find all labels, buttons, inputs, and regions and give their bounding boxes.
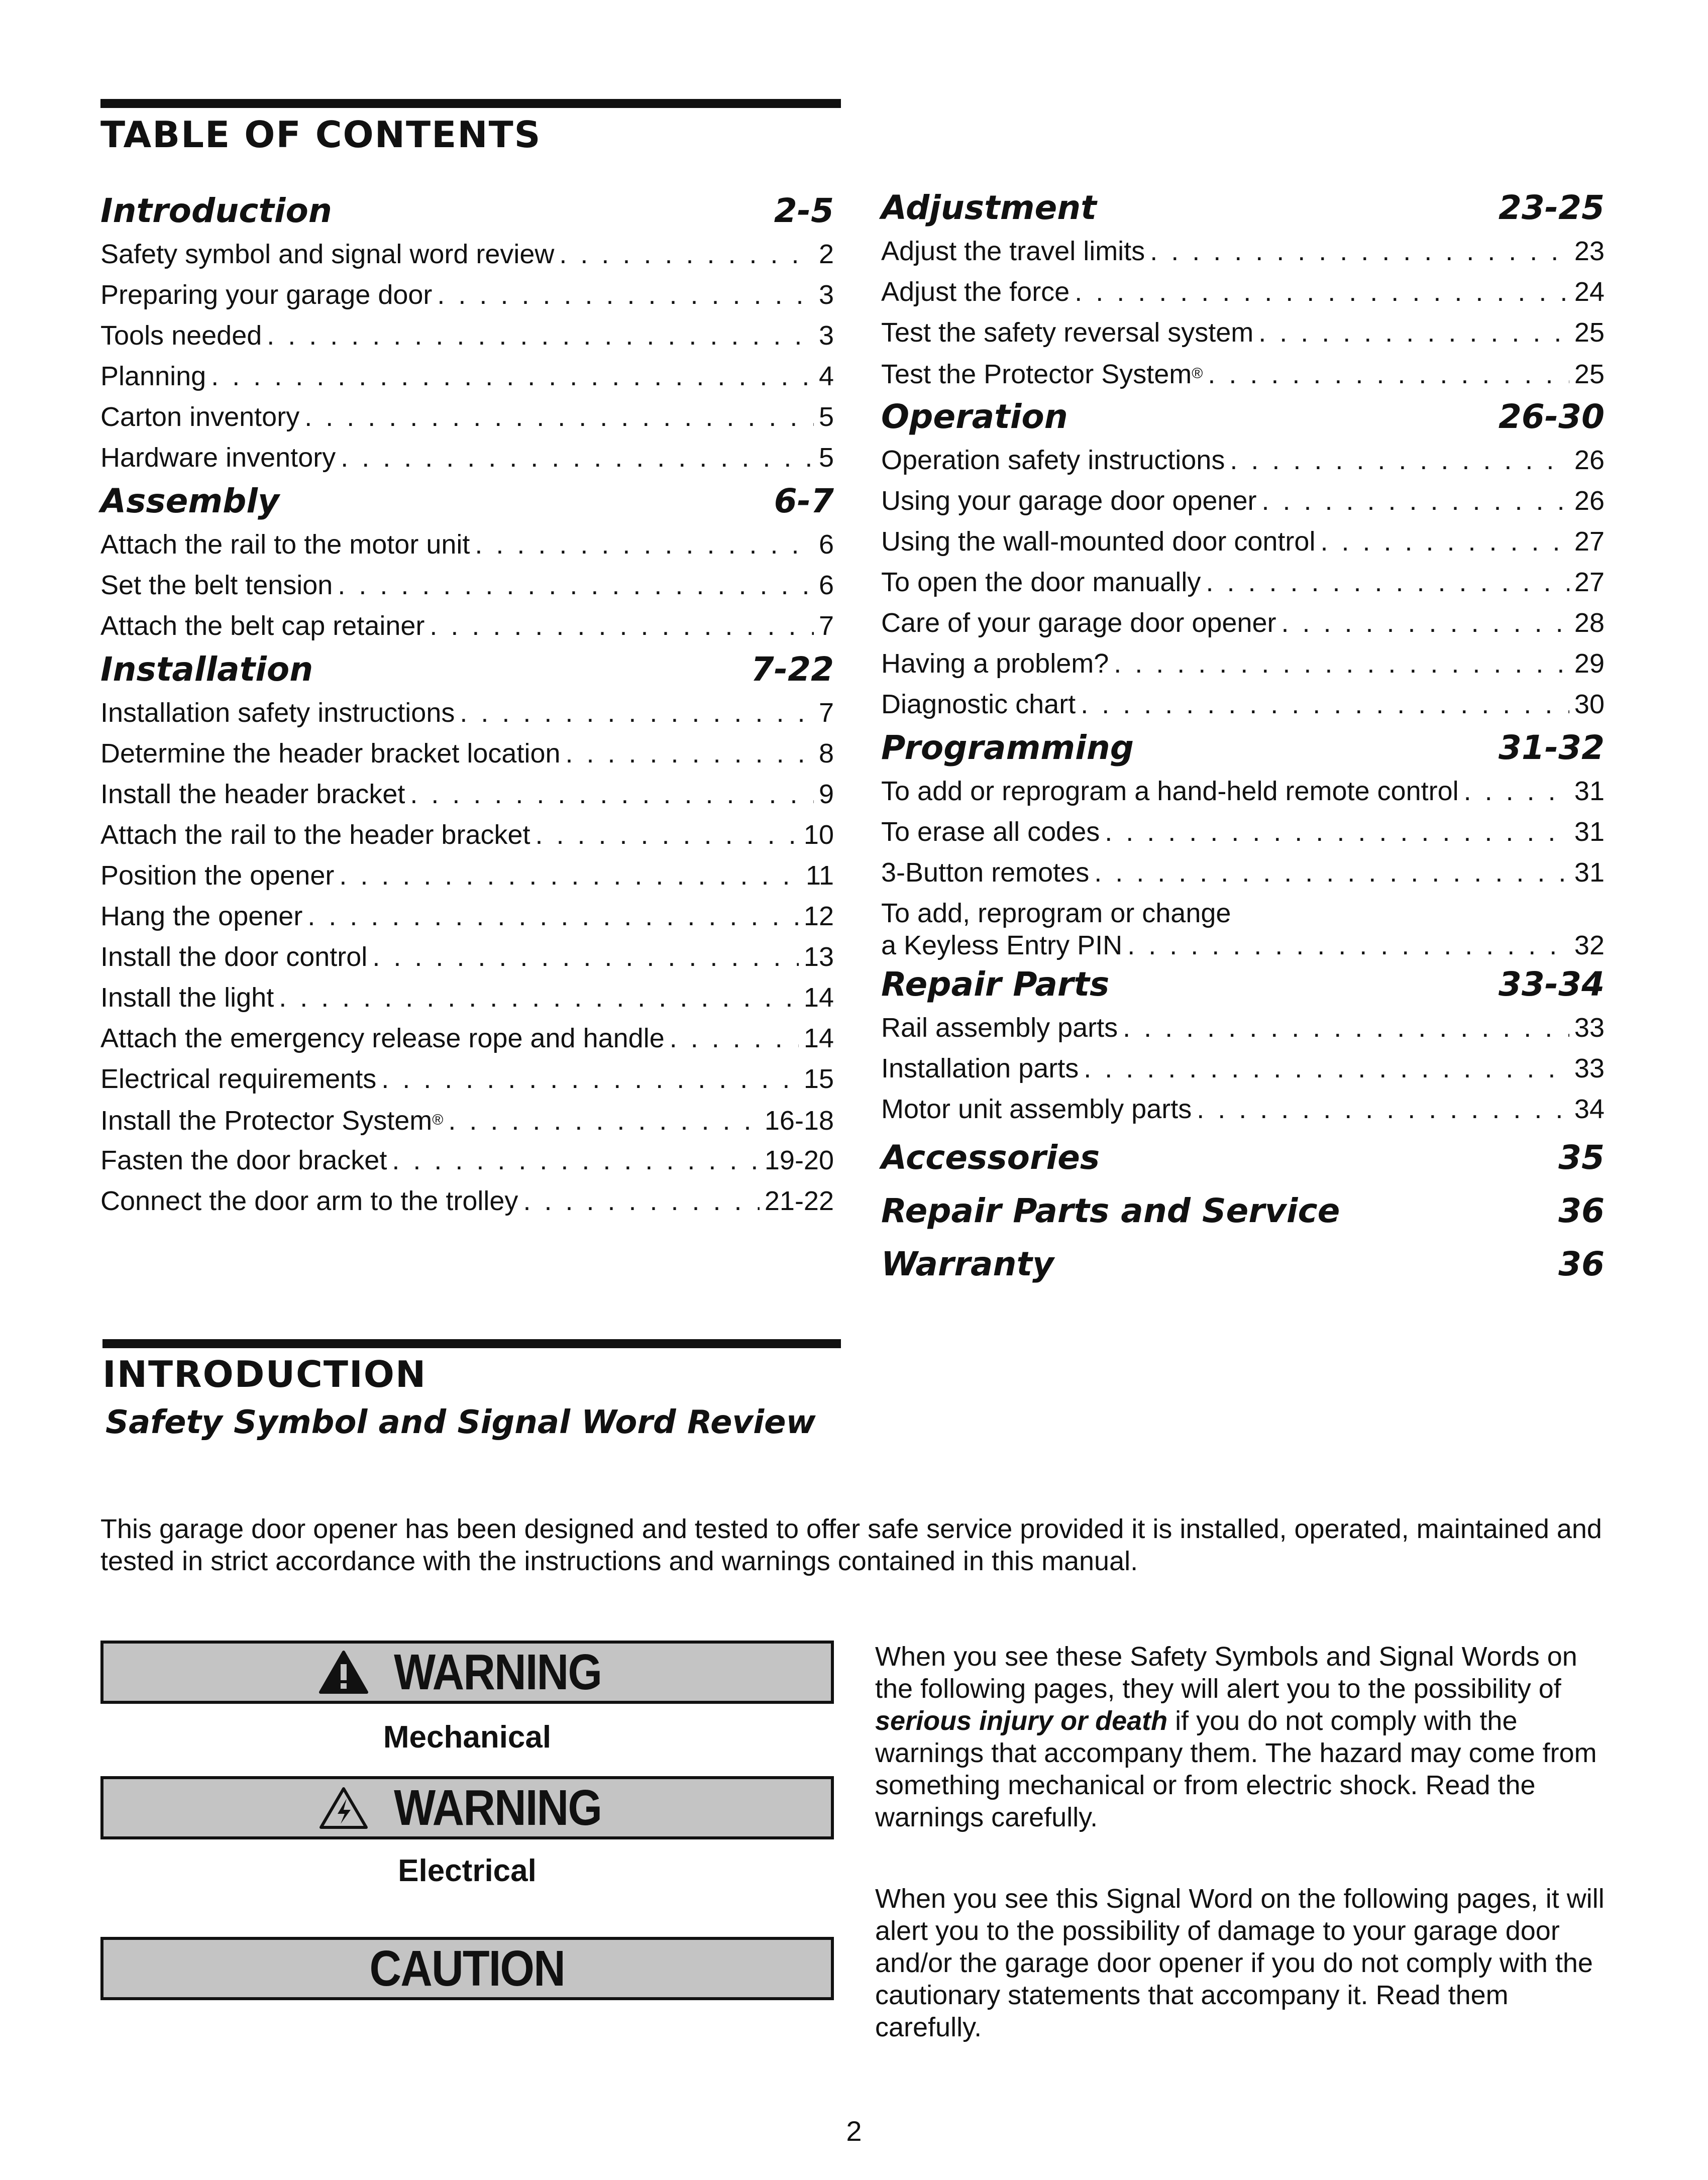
toc-entry[interactable]: Diagnostic chart . . . 30 (881, 684, 1605, 725)
caution-explanation: When you see this Signal Word on the following pages, it will alert you to the possibility of damage to your garage door and/or the garage door opener if you do not comply with the cautionary statements that accompany it. Read them carefully. (875, 1884, 1605, 2042)
toc-entry[interactable]: Attach the emergency release rope and handle . . . 14 (100, 1018, 834, 1059)
intro-subtitle: Safety Symbol and Signal Word Review (105, 1404, 816, 1441)
toc-entry[interactable]: Using your garage door opener . . . 26 (881, 481, 1605, 521)
section-pages: 7-22 (751, 650, 834, 689)
toc-entry[interactable]: Install the door control . . . 13 (100, 937, 834, 977)
toc-entry[interactable]: Carton inventory . . . 5 (100, 397, 834, 438)
toc-entry[interactable]: Safety symbol and signal word review . . . 2 (100, 234, 834, 275)
section-title: Operation (881, 397, 1068, 436)
toc-entry[interactable]: Installation parts . . . 33 (881, 1048, 1605, 1089)
toc-left-column (100, 188, 834, 1222)
toc-entry[interactable]: Preparing your garage door . . . 3 (100, 275, 834, 315)
warning-triangle-lightning-icon (318, 1786, 369, 1830)
toc-entry[interactable]: 3-Button remotes . . . 31 (881, 852, 1605, 893)
toc-entry[interactable]: Attach the rail to the header bracket . . . 10 (100, 815, 834, 855)
toc-entry-two-line[interactable]: To add, reprogram or change a Keyless Entry PIN . . . 32 (881, 893, 1605, 961)
section-title: Adjustment (881, 188, 1097, 227)
toc-section-accessories[interactable] (881, 1135, 1605, 1181)
registered-mark: ® (1192, 365, 1203, 382)
toc-entry[interactable]: Adjust the travel limits . . . 23 (881, 231, 1605, 272)
toc-entry[interactable]: Set the belt tension . . . 6 (100, 565, 834, 606)
toc-section-introduction (100, 188, 834, 478)
signal-label-electrical: Electrical (398, 1854, 537, 1888)
toc-entry[interactable]: Determine the header bracket location . . . 8 (100, 733, 834, 774)
toc-entry[interactable]: Motor unit assembly parts . . . 34 (881, 1089, 1605, 1130)
section-pages: 33-34 (1498, 965, 1605, 1004)
page-number: 2 (846, 2115, 862, 2147)
section-pages: 6-7 (774, 482, 834, 520)
toc-entry[interactable]: Install the header bracket . . . 9 (100, 774, 834, 815)
toc-right-column (881, 185, 1605, 1287)
toc-entry[interactable]: Install the Protector System® . . . 16-18 (100, 1100, 834, 1140)
toc-entry[interactable]: Test the Protector System® . . . 25 (881, 353, 1605, 394)
toc-entry[interactable]: Position the opener . . . 11 (100, 855, 834, 896)
toc-entry[interactable]: To erase all codes . . . 31 (881, 812, 1605, 852)
toc-top-rule (100, 99, 841, 108)
toc-section-heading[interactable] (100, 646, 834, 693)
toc-section-assembly (100, 478, 834, 646)
section-pages: 2-5 (774, 191, 834, 230)
signal-word: CAUTION (369, 1940, 565, 1997)
toc-section-heading[interactable] (881, 725, 1605, 771)
toc-entry[interactable]: Installation safety instructions . . . 7 (100, 693, 834, 733)
warning-mechanical-box (100, 1641, 834, 1704)
toc-section-adjustment (881, 185, 1605, 394)
toc-section-operation (881, 394, 1605, 725)
toc-entry[interactable]: Fasten the door bracket . . . 19-20 (100, 1140, 834, 1181)
section-pages: 26-30 (1498, 397, 1605, 436)
toc-entry[interactable]: Test the safety reversal system . . . 25 (881, 312, 1605, 353)
section-pages: 36 (1558, 1245, 1605, 1283)
toc-entry[interactable]: Tools needed . . . 3 (100, 315, 834, 356)
caution-box (100, 1937, 834, 2000)
section-title: Repair Parts (881, 965, 1110, 1004)
section-title: Introduction (100, 191, 332, 230)
toc-entry[interactable]: Having a problem? . . . 29 (881, 643, 1605, 684)
section-title: Programming (881, 728, 1134, 767)
toc-section-heading[interactable] (100, 188, 834, 234)
toc-entry[interactable]: Care of your garage door opener . . . 28 (881, 603, 1605, 643)
toc-section-programming (881, 725, 1605, 961)
toc-entry[interactable]: To open the door manually . . . 27 (881, 562, 1605, 603)
signal-label-mechanical: Mechanical (383, 1720, 552, 1755)
toc-entry[interactable]: Adjust the force . . . 24 (881, 272, 1605, 312)
toc-section-repair-parts-and-service[interactable] (881, 1188, 1605, 1234)
toc-section-heading[interactable] (881, 961, 1605, 1008)
toc-section-heading[interactable] (881, 394, 1605, 440)
section-pages: 36 (1558, 1191, 1605, 1230)
toc-entry[interactable]: Install the light . . . 14 (100, 977, 834, 1018)
section-title: Assembly (100, 482, 280, 520)
toc-section-repair-parts (881, 961, 1605, 1130)
toc-entry[interactable]: To add or reprogram a hand-held remote control . . . 31 (881, 771, 1605, 812)
intro-top-rule (102, 1339, 841, 1348)
intro-paragraph: This garage door opener has been designed and tested to offer safe service provided it is installed, operated, maintained and tested in strict accordance with the instructions and warnings contained in this manual. (100, 1514, 1602, 1576)
intro-title: INTRODUCTION (102, 1353, 427, 1395)
toc-section-installation (100, 646, 834, 1222)
section-title: Installation (100, 650, 313, 689)
toc-entry[interactable]: Using the wall-mounted door control . . . 27 (881, 521, 1605, 562)
section-title: Repair Parts and Service (881, 1191, 1340, 1230)
toc-entry[interactable]: Hang the opener . . . 12 (100, 896, 834, 937)
toc-entry[interactable]: Rail assembly parts . . . 33 (881, 1008, 1605, 1048)
warning-triangle-exclamation-icon (318, 1650, 369, 1694)
toc-section-warranty[interactable] (881, 1241, 1605, 1287)
toc-section-heading[interactable] (881, 185, 1605, 231)
toc-entry[interactable]: Electrical requirements . . . 15 (100, 1059, 834, 1100)
toc-entry[interactable]: Hardware inventory . . . 5 (100, 438, 834, 478)
toc-entry[interactable]: Planning . . . 4 (100, 356, 834, 397)
toc-title: TABLE OF CONTENTS (100, 114, 542, 156)
section-pages: 35 (1558, 1138, 1605, 1177)
section-title: Accessories (881, 1138, 1100, 1177)
toc-entry[interactable]: Attach the rail to the motor unit . . . 6 (100, 524, 834, 565)
registered-mark: ® (432, 1112, 444, 1128)
section-pages: 31-32 (1498, 728, 1605, 767)
warning-electrical-box (100, 1776, 834, 1839)
toc-section-heading[interactable] (100, 478, 834, 524)
toc-entry[interactable]: Operation safety instructions . . . 26 (881, 440, 1605, 481)
toc-entry[interactable]: Connect the door arm to the trolley . . . 21-22 (100, 1181, 834, 1222)
emphasis: serious injury or death (875, 1706, 1168, 1736)
section-pages: 23-25 (1498, 188, 1605, 227)
signal-word: WARNING (394, 1644, 602, 1700)
toc-entry[interactable]: Attach the belt cap retainer . . . 7 (100, 606, 834, 646)
section-title: Warranty (881, 1245, 1054, 1283)
signal-word: WARNING (394, 1779, 602, 1836)
symbols-explanation: When you see these Safety Symbols and Signal Words on the following pages, they will alert you to the possibility of serious injury or death if you do not comply with the warnings that accompany them. The hazard may come from something mechanical or from electric shock. Read the warnings carefully. (875, 1642, 1597, 1832)
